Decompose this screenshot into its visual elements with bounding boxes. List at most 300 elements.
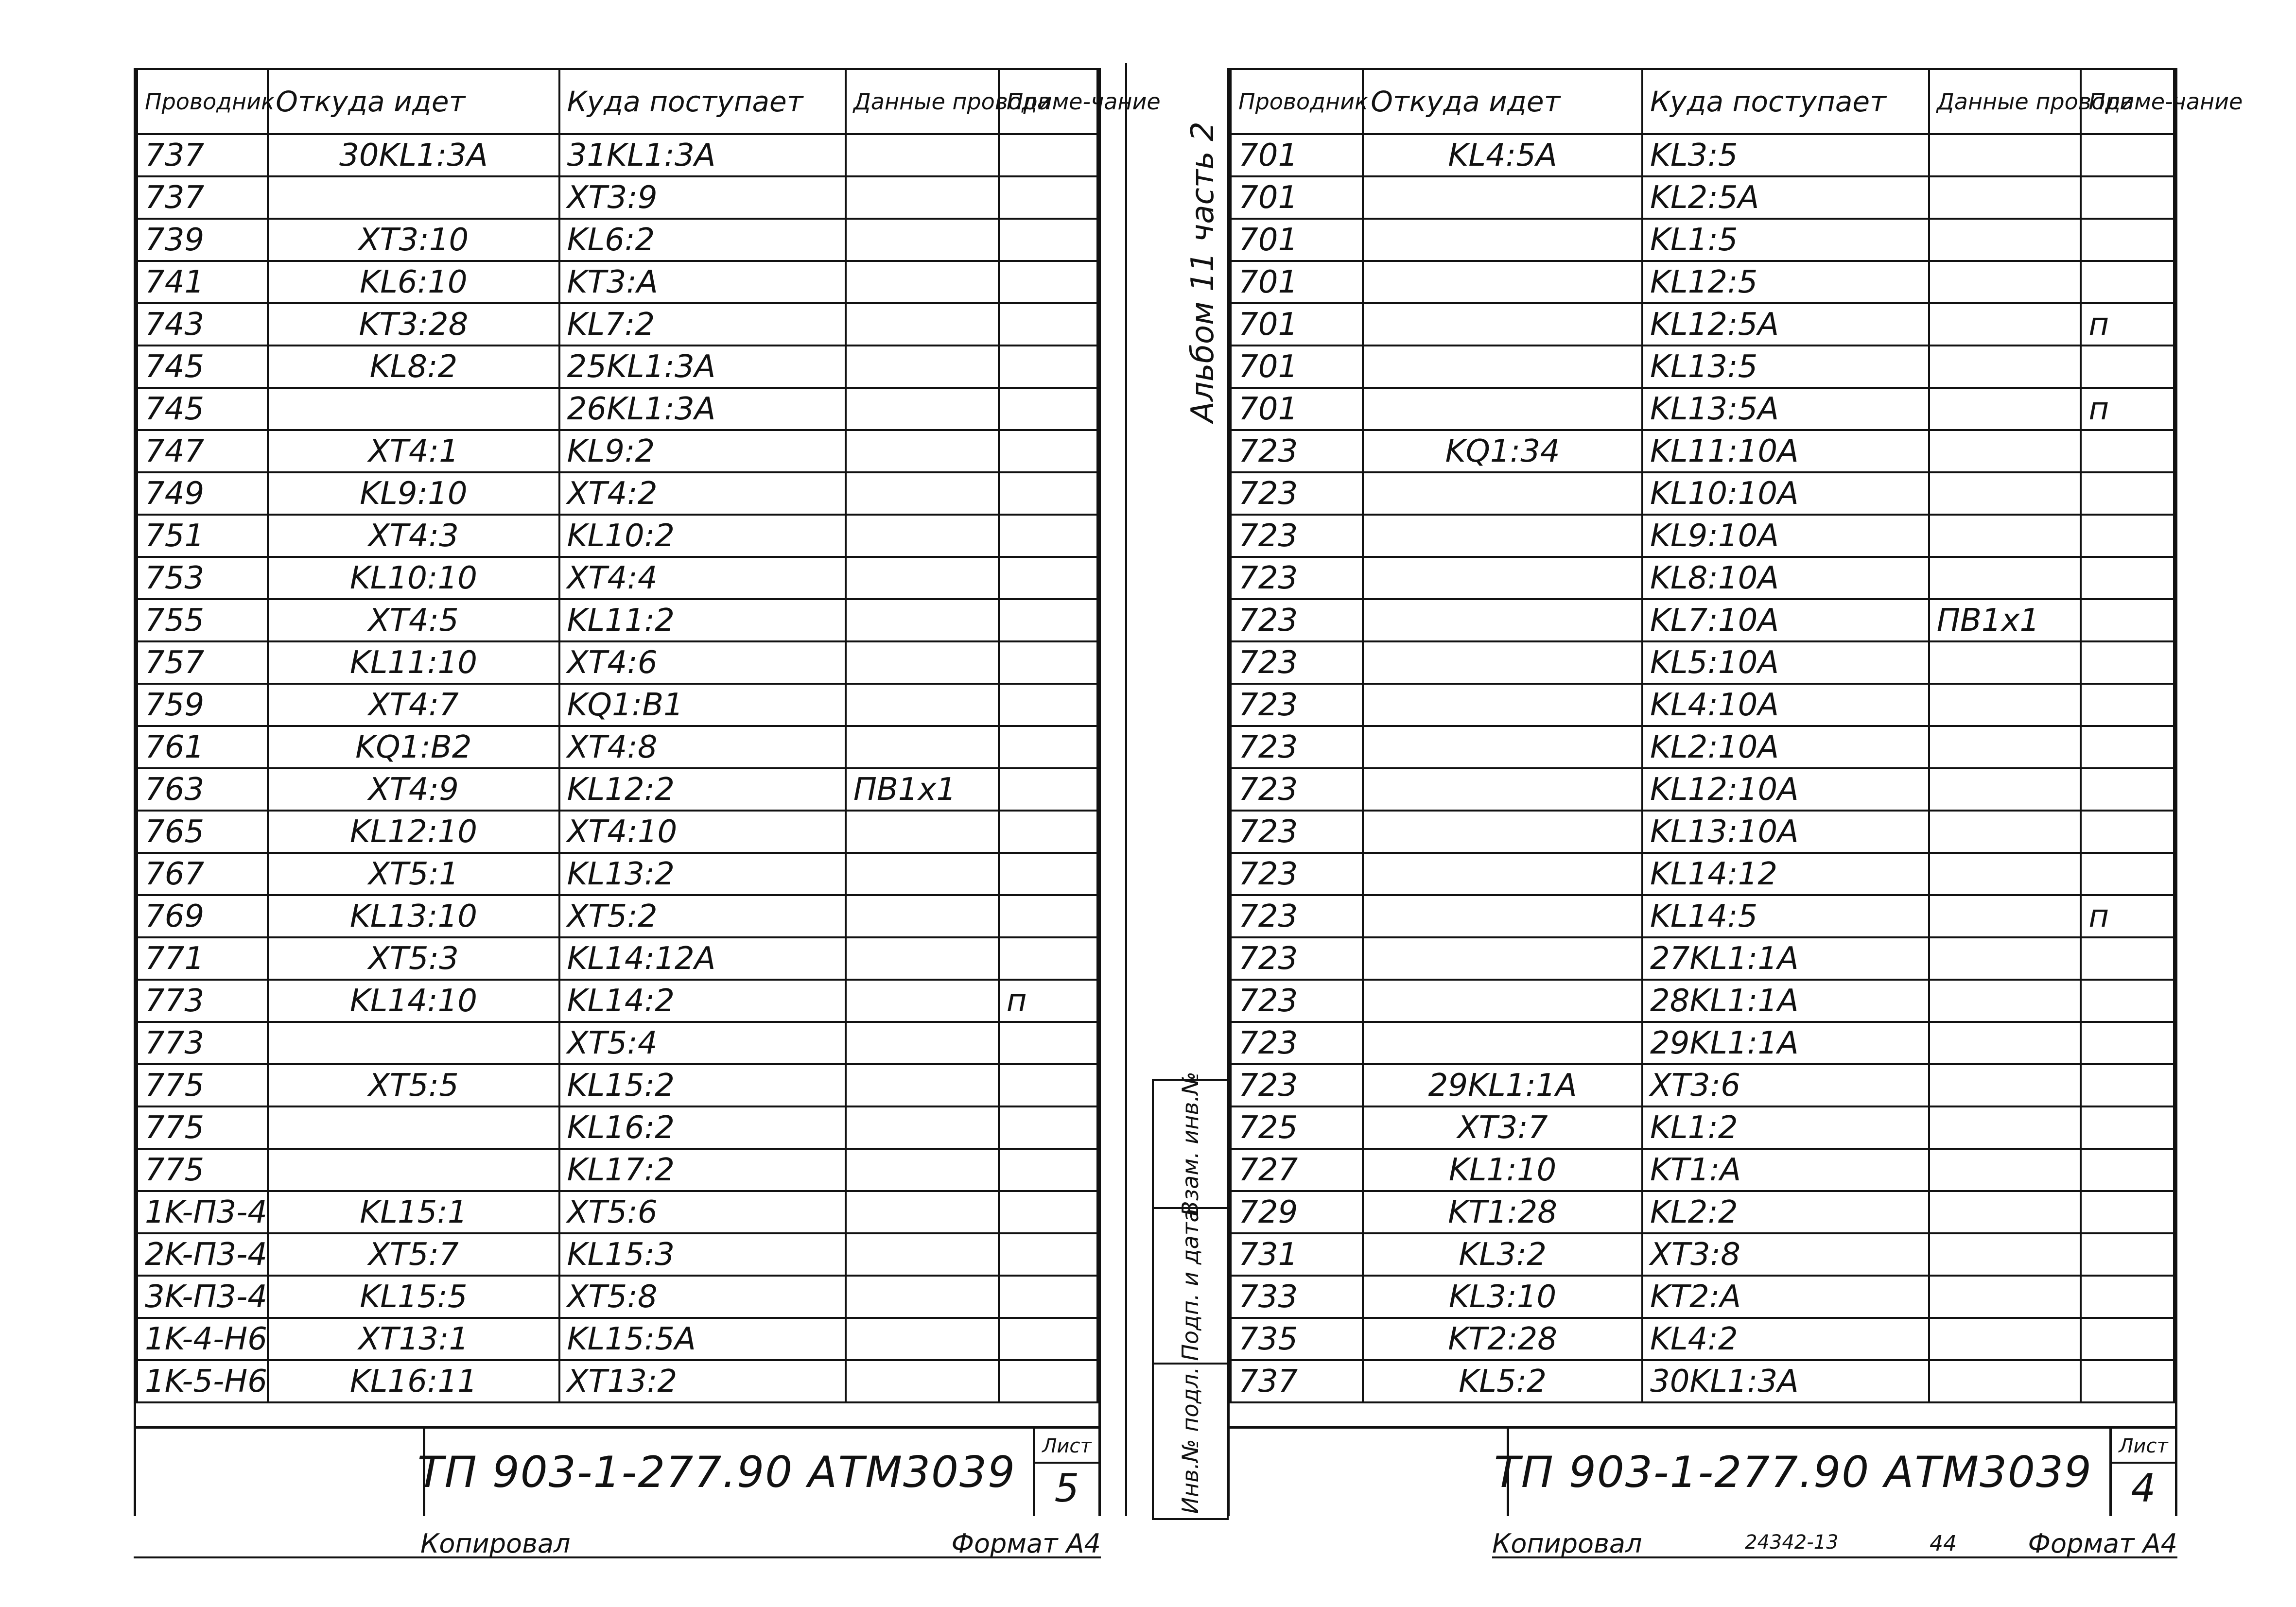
cell-to: KL14:2 bbox=[559, 980, 846, 1022]
cell-to: XT13:2 bbox=[559, 1360, 846, 1402]
cell-from bbox=[1363, 937, 1642, 980]
cell-note bbox=[999, 853, 1097, 895]
cell-note bbox=[999, 219, 1097, 261]
table-row bbox=[137, 1233, 1097, 1276]
cell-wire: 723 bbox=[1231, 641, 1363, 684]
header-data: Данные провода bbox=[846, 69, 999, 134]
cell-to: 27KL1:1A bbox=[1642, 937, 1929, 980]
table-row bbox=[1231, 726, 2174, 768]
cell-wire-data bbox=[846, 219, 999, 261]
cell-note bbox=[999, 726, 1097, 768]
table-row bbox=[1231, 346, 2174, 388]
cell-from bbox=[1363, 641, 1642, 684]
cell-note: п bbox=[999, 980, 1097, 1022]
cell-wire: 723 bbox=[1231, 726, 1363, 768]
cell-from: KT1:28 bbox=[1363, 1191, 1642, 1233]
cell-wire-data bbox=[1929, 1064, 2081, 1106]
cell-from: KL11:10 bbox=[268, 641, 559, 684]
cell-to: KL16:2 bbox=[559, 1106, 846, 1149]
table-row bbox=[1231, 472, 2174, 515]
cell-from bbox=[268, 1149, 559, 1191]
cell-note bbox=[999, 1064, 1097, 1106]
table-row bbox=[137, 768, 1097, 811]
cell-from bbox=[268, 1106, 559, 1149]
cell-wire-data bbox=[846, 1149, 999, 1191]
cell-to: KL2:10A bbox=[1642, 726, 1929, 768]
table-body-right bbox=[1231, 134, 2174, 1402]
table-row bbox=[1231, 895, 2174, 937]
cell-from: KT2:28 bbox=[1363, 1318, 1642, 1360]
side-stamp bbox=[1152, 1071, 1229, 1520]
cell-wire: 753 bbox=[137, 557, 268, 599]
cell-from bbox=[1363, 472, 1642, 515]
cell-wire: 735 bbox=[1231, 1318, 1363, 1360]
table-row bbox=[1231, 1233, 2174, 1276]
cell-from bbox=[1363, 303, 1642, 346]
cell-wire-data bbox=[846, 599, 999, 641]
footer-page: 44 bbox=[1930, 1531, 1957, 1556]
cell-wire: 723 bbox=[1231, 811, 1363, 853]
cell-from: KT3:28 bbox=[268, 303, 559, 346]
sheet-number: 4 bbox=[2131, 1466, 2156, 1511]
cell-to: KL2:5A bbox=[1642, 176, 1929, 219]
cell-from: KL6:10 bbox=[268, 261, 559, 303]
cell-wire-data bbox=[846, 176, 999, 219]
cell-to: KL12:10A bbox=[1642, 768, 1929, 811]
cell-wire: 757 bbox=[137, 641, 268, 684]
table-row bbox=[1231, 388, 2174, 430]
table-row bbox=[1231, 1022, 2174, 1064]
cell-wire: 1K-4-H6 bbox=[137, 1318, 268, 1360]
cell-wire-data bbox=[1929, 1149, 2081, 1191]
cell-wire: 723 bbox=[1231, 472, 1363, 515]
cell-note bbox=[2081, 346, 2174, 388]
cell-wire: 759 bbox=[137, 684, 268, 726]
cell-to: KL13:5A bbox=[1642, 388, 1929, 430]
cell-from: KL15:5 bbox=[268, 1276, 559, 1318]
cell-wire-data bbox=[846, 388, 999, 430]
cell-to: KL8:10A bbox=[1642, 557, 1929, 599]
cell-from: KL16:11 bbox=[268, 1360, 559, 1402]
header-note: Приме-чание bbox=[2081, 69, 2174, 134]
cell-from: KQ1:B2 bbox=[268, 726, 559, 768]
cell-wire: 727 bbox=[1231, 1149, 1363, 1191]
table-row bbox=[1231, 811, 2174, 853]
header-data: Данные провода bbox=[1929, 69, 2081, 134]
cell-wire-data bbox=[1929, 176, 2081, 219]
cell-wire: 765 bbox=[137, 811, 268, 853]
cell-to: KL5:10A bbox=[1642, 641, 1929, 684]
cell-wire-data bbox=[1929, 811, 2081, 853]
cell-to: KL17:2 bbox=[559, 1149, 846, 1191]
sheet-label: Лист bbox=[2112, 1432, 2175, 1464]
cell-note bbox=[2081, 219, 2174, 261]
cell-note bbox=[2081, 684, 2174, 726]
cell-to: KL13:2 bbox=[559, 853, 846, 895]
cell-wire: 723 bbox=[1231, 430, 1363, 472]
table-row bbox=[137, 1276, 1097, 1318]
cell-note bbox=[999, 134, 1097, 176]
cell-to: KL12:5A bbox=[1642, 303, 1929, 346]
footer-copied: Копировал bbox=[1492, 1528, 1642, 1559]
cell-from: 29KL1:1A bbox=[1363, 1064, 1642, 1106]
cell-wire: 701 bbox=[1231, 388, 1363, 430]
cell-to: KL13:5 bbox=[1642, 346, 1929, 388]
cell-note bbox=[2081, 768, 2174, 811]
cell-from bbox=[1363, 346, 1642, 388]
cell-note bbox=[2081, 430, 2174, 472]
cell-wire: 723 bbox=[1231, 768, 1363, 811]
table-row bbox=[137, 430, 1097, 472]
cell-wire-data: ПВ1х1 bbox=[1929, 599, 2081, 641]
cell-to: 30KL1:3A bbox=[1642, 1360, 1929, 1402]
sheet-label: Лист bbox=[1035, 1432, 1098, 1464]
cell-note bbox=[999, 895, 1097, 937]
cell-wire-data bbox=[846, 1191, 999, 1233]
cell-wire-data bbox=[846, 1360, 999, 1402]
cell-from: KL15:1 bbox=[268, 1191, 559, 1233]
table-row bbox=[137, 1106, 1097, 1149]
footer-number: 24342-13 bbox=[1745, 1531, 1839, 1554]
cell-from: KL12:10 bbox=[268, 811, 559, 853]
cell-wire: 1K-5-H6 bbox=[137, 1360, 268, 1402]
cell-to: XT5:2 bbox=[559, 895, 846, 937]
cell-note bbox=[2081, 811, 2174, 853]
cell-wire-data bbox=[846, 811, 999, 853]
cell-to: KL1:2 bbox=[1642, 1106, 1929, 1149]
cell-to: KQ1:B1 bbox=[559, 684, 846, 726]
cell-wire: 723 bbox=[1231, 937, 1363, 980]
cell-note: п bbox=[2081, 388, 2174, 430]
title-block-left bbox=[136, 1426, 1098, 1516]
cell-note bbox=[999, 684, 1097, 726]
cell-note bbox=[2081, 1318, 2174, 1360]
header-from: Откуда идет bbox=[268, 69, 559, 134]
cell-wire-data bbox=[1929, 1318, 2081, 1360]
header-wire: Проводник bbox=[1231, 69, 1363, 134]
cell-note bbox=[999, 176, 1097, 219]
cell-to: XT3:9 bbox=[559, 176, 846, 219]
cell-note bbox=[2081, 599, 2174, 641]
cell-note bbox=[999, 303, 1097, 346]
cell-from: XT4:3 bbox=[268, 515, 559, 557]
cell-wire: 723 bbox=[1231, 895, 1363, 937]
cell-to: KL14:12 bbox=[1642, 853, 1929, 895]
footer-left bbox=[134, 1528, 1101, 1557]
cell-wire-data bbox=[1929, 515, 2081, 557]
cell-wire-data bbox=[1929, 261, 2081, 303]
cell-note bbox=[999, 1022, 1097, 1064]
table-row bbox=[137, 937, 1097, 980]
cell-from: KL3:2 bbox=[1363, 1233, 1642, 1276]
table-row bbox=[1231, 1106, 2174, 1149]
cell-wire: 723 bbox=[1231, 557, 1363, 599]
cell-wire-data bbox=[1929, 937, 2081, 980]
cell-from: KL1:10 bbox=[1363, 1149, 1642, 1191]
cell-wire-data bbox=[846, 430, 999, 472]
cell-from bbox=[268, 1022, 559, 1064]
table-row bbox=[137, 303, 1097, 346]
cell-note bbox=[2081, 1064, 2174, 1106]
cell-wire: 723 bbox=[1231, 599, 1363, 641]
cell-wire: 701 bbox=[1231, 176, 1363, 219]
cell-to: KL4:10A bbox=[1642, 684, 1929, 726]
cell-wire-data bbox=[846, 1064, 999, 1106]
cell-to: XT3:8 bbox=[1642, 1233, 1929, 1276]
table-row bbox=[137, 811, 1097, 853]
cell-wire-data bbox=[1929, 684, 2081, 726]
table-row bbox=[137, 1318, 1097, 1360]
cell-wire-data bbox=[846, 472, 999, 515]
cell-from bbox=[1363, 684, 1642, 726]
table-row bbox=[1231, 980, 2174, 1022]
table-row bbox=[1231, 261, 2174, 303]
cell-wire-data bbox=[1929, 1276, 2081, 1318]
cell-to: KT3:A bbox=[559, 261, 846, 303]
cell-wire: 701 bbox=[1231, 303, 1363, 346]
cell-wire-data bbox=[1929, 219, 2081, 261]
cell-note bbox=[999, 641, 1097, 684]
cell-to: KL11:2 bbox=[559, 599, 846, 641]
cell-from: KL13:10 bbox=[268, 895, 559, 937]
cell-to: XT5:8 bbox=[559, 1276, 846, 1318]
cell-note bbox=[999, 430, 1097, 472]
cell-wire-data bbox=[846, 261, 999, 303]
cell-from: KL9:10 bbox=[268, 472, 559, 515]
cell-wire-data bbox=[1929, 557, 2081, 599]
table-row bbox=[137, 346, 1097, 388]
cell-note bbox=[2081, 1106, 2174, 1149]
cell-to: XT4:2 bbox=[559, 472, 846, 515]
table-row bbox=[137, 853, 1097, 895]
cell-note bbox=[2081, 261, 2174, 303]
table-row bbox=[137, 134, 1097, 176]
table-row bbox=[137, 472, 1097, 515]
cell-to: KL9:10A bbox=[1642, 515, 1929, 557]
cell-wire-data bbox=[846, 853, 999, 895]
cell-wire-data bbox=[846, 1106, 999, 1149]
cell-wire: 723 bbox=[1231, 853, 1363, 895]
table-row bbox=[1231, 1149, 2174, 1191]
cell-to: KL13:10A bbox=[1642, 811, 1929, 853]
table-row bbox=[137, 1022, 1097, 1064]
cell-wire: 723 bbox=[1231, 684, 1363, 726]
cell-from bbox=[1363, 599, 1642, 641]
header-to: Куда поступает bbox=[1642, 69, 1929, 134]
cell-wire: 733 bbox=[1231, 1276, 1363, 1318]
cell-from: XT13:1 bbox=[268, 1318, 559, 1360]
table-row bbox=[1231, 176, 2174, 219]
cell-wire-data bbox=[846, 134, 999, 176]
inv-no-label: Инв.№ подл. bbox=[1177, 1366, 1203, 1514]
cell-wire: 723 bbox=[1231, 1064, 1363, 1106]
cell-wire: 737 bbox=[137, 134, 268, 176]
header-note: Приме-чание bbox=[999, 69, 1097, 134]
cell-wire-data bbox=[846, 346, 999, 388]
cell-note bbox=[2081, 1149, 2174, 1191]
cell-note bbox=[999, 1233, 1097, 1276]
center-divider bbox=[1125, 63, 1127, 1516]
cell-note bbox=[999, 388, 1097, 430]
cell-wire-data bbox=[846, 895, 999, 937]
wiring-table-right bbox=[1230, 68, 2243, 1403]
table-row bbox=[137, 219, 1097, 261]
cell-to: XT4:8 bbox=[559, 726, 846, 768]
table-header bbox=[1231, 69, 2174, 134]
cell-wire: 701 bbox=[1231, 134, 1363, 176]
cell-to: KT1:A bbox=[1642, 1149, 1929, 1191]
sheet-number-box bbox=[2109, 1429, 2175, 1516]
title-block-right bbox=[1230, 1426, 2175, 1516]
table-row bbox=[137, 1149, 1097, 1191]
cell-wire-data bbox=[1929, 134, 2081, 176]
footer-rule bbox=[134, 1556, 1101, 1558]
cell-from bbox=[1363, 557, 1642, 599]
cell-to: KL15:3 bbox=[559, 1233, 846, 1276]
cell-wire-data bbox=[1929, 472, 2081, 515]
cell-wire-data bbox=[1929, 1233, 2081, 1276]
cell-from: XT4:1 bbox=[268, 430, 559, 472]
cell-wire: 745 bbox=[137, 346, 268, 388]
cell-wire-data: ПВ1х1 bbox=[846, 768, 999, 811]
sheet-number: 5 bbox=[1054, 1466, 1079, 1511]
table-row bbox=[1231, 684, 2174, 726]
cell-note bbox=[999, 261, 1097, 303]
cell-note bbox=[999, 557, 1097, 599]
cell-note bbox=[2081, 937, 2174, 980]
table-row bbox=[1231, 1191, 2174, 1233]
cell-wire-data bbox=[1929, 303, 2081, 346]
cell-wire-data bbox=[846, 726, 999, 768]
wiring-table-left bbox=[136, 68, 1161, 1403]
cell-from: KL14:10 bbox=[268, 980, 559, 1022]
album-text: Альбом 11 часть 2 bbox=[1185, 121, 1221, 423]
cell-wire-data bbox=[1929, 1191, 2081, 1233]
cell-to: KL7:2 bbox=[559, 303, 846, 346]
cell-wire: 767 bbox=[137, 853, 268, 895]
cell-note bbox=[999, 472, 1097, 515]
table-row bbox=[137, 515, 1097, 557]
cell-wire-data bbox=[846, 557, 999, 599]
cell-wire-data bbox=[846, 1276, 999, 1318]
cell-note bbox=[999, 937, 1097, 980]
cell-to: XT4:6 bbox=[559, 641, 846, 684]
cell-wire-data bbox=[1929, 980, 2081, 1022]
cell-to: KL4:2 bbox=[1642, 1318, 1929, 1360]
table-row bbox=[137, 261, 1097, 303]
footer-copied: Копировал bbox=[420, 1528, 571, 1559]
table-row bbox=[137, 1191, 1097, 1233]
cell-note bbox=[2081, 980, 2174, 1022]
cell-from bbox=[1363, 515, 1642, 557]
cell-wire: 763 bbox=[137, 768, 268, 811]
cell-from: XT4:9 bbox=[268, 768, 559, 811]
cell-note bbox=[2081, 557, 2174, 599]
table-row bbox=[137, 726, 1097, 768]
cell-wire: 731 bbox=[1231, 1233, 1363, 1276]
cell-to: XT5:4 bbox=[559, 1022, 846, 1064]
cell-from: KL5:2 bbox=[1363, 1360, 1642, 1402]
cell-wire-data bbox=[1929, 1022, 2081, 1064]
cell-to: KL11:10A bbox=[1642, 430, 1929, 472]
cell-wire: 723 bbox=[1231, 1022, 1363, 1064]
cell-wire-data bbox=[1929, 726, 2081, 768]
cell-from: XT5:7 bbox=[268, 1233, 559, 1276]
cell-wire: 775 bbox=[137, 1064, 268, 1106]
document-code: ТП 903-1-277.90 АТМ3039 bbox=[417, 1447, 1016, 1497]
footer-rule bbox=[1492, 1556, 2177, 1558]
table-row bbox=[1231, 853, 2174, 895]
cell-from: KL10:10 bbox=[268, 557, 559, 599]
cell-from bbox=[1363, 176, 1642, 219]
cell-note bbox=[2081, 176, 2174, 219]
cell-wire: 755 bbox=[137, 599, 268, 641]
cell-from bbox=[1363, 726, 1642, 768]
table-row bbox=[1231, 134, 2174, 176]
sheet-right bbox=[1227, 68, 2243, 1516]
cell-wire: 701 bbox=[1231, 261, 1363, 303]
cell-to: KL7:10A bbox=[1642, 599, 1929, 641]
cell-to: KT2:A bbox=[1642, 1276, 1929, 1318]
cell-wire: 775 bbox=[137, 1149, 268, 1191]
cell-from: XT3:10 bbox=[268, 219, 559, 261]
sheet-number-box bbox=[1033, 1429, 1098, 1516]
cell-wire: 749 bbox=[137, 472, 268, 515]
cell-note bbox=[999, 1318, 1097, 1360]
cell-to: XT4:4 bbox=[559, 557, 846, 599]
table-row bbox=[1231, 557, 2174, 599]
cell-from bbox=[1363, 980, 1642, 1022]
table-row bbox=[137, 895, 1097, 937]
cell-to: 31KL1:3A bbox=[559, 134, 846, 176]
cell-to: XT4:10 bbox=[559, 811, 846, 853]
table-row bbox=[137, 388, 1097, 430]
cell-wire-data bbox=[1929, 641, 2081, 684]
cell-note bbox=[999, 1276, 1097, 1318]
cell-wire: 701 bbox=[1231, 219, 1363, 261]
header-from: Откуда идет bbox=[1363, 69, 1642, 134]
cell-from: 30KL1:3A bbox=[268, 134, 559, 176]
cell-from: XT4:5 bbox=[268, 599, 559, 641]
cell-from: XT5:5 bbox=[268, 1064, 559, 1106]
cell-wire-data bbox=[846, 641, 999, 684]
table-body-left bbox=[137, 134, 1097, 1402]
cell-note bbox=[999, 599, 1097, 641]
cell-to: KL9:2 bbox=[559, 430, 846, 472]
table-row bbox=[137, 599, 1097, 641]
cell-wire-data bbox=[846, 1318, 999, 1360]
cell-note bbox=[2081, 641, 2174, 684]
cell-to: 29KL1:1A bbox=[1642, 1022, 1929, 1064]
cell-from bbox=[1363, 811, 1642, 853]
document-code: ТП 903-1-277.90 АТМ3039 bbox=[1494, 1447, 2092, 1497]
cell-note bbox=[999, 768, 1097, 811]
cell-to: 28KL1:1A bbox=[1642, 980, 1929, 1022]
table-row bbox=[137, 176, 1097, 219]
cell-from bbox=[1363, 768, 1642, 811]
footer-format: Формат А4 bbox=[2028, 1528, 2177, 1559]
title-block-blank bbox=[136, 1429, 425, 1516]
cell-from bbox=[268, 176, 559, 219]
table-row bbox=[1231, 303, 2174, 346]
cell-from bbox=[1363, 895, 1642, 937]
cell-wire: 737 bbox=[137, 176, 268, 219]
cell-to: XT5:6 bbox=[559, 1191, 846, 1233]
cell-note bbox=[999, 515, 1097, 557]
cell-to: KL3:5 bbox=[1642, 134, 1929, 176]
cell-wire: 751 bbox=[137, 515, 268, 557]
cell-wire-data bbox=[846, 937, 999, 980]
